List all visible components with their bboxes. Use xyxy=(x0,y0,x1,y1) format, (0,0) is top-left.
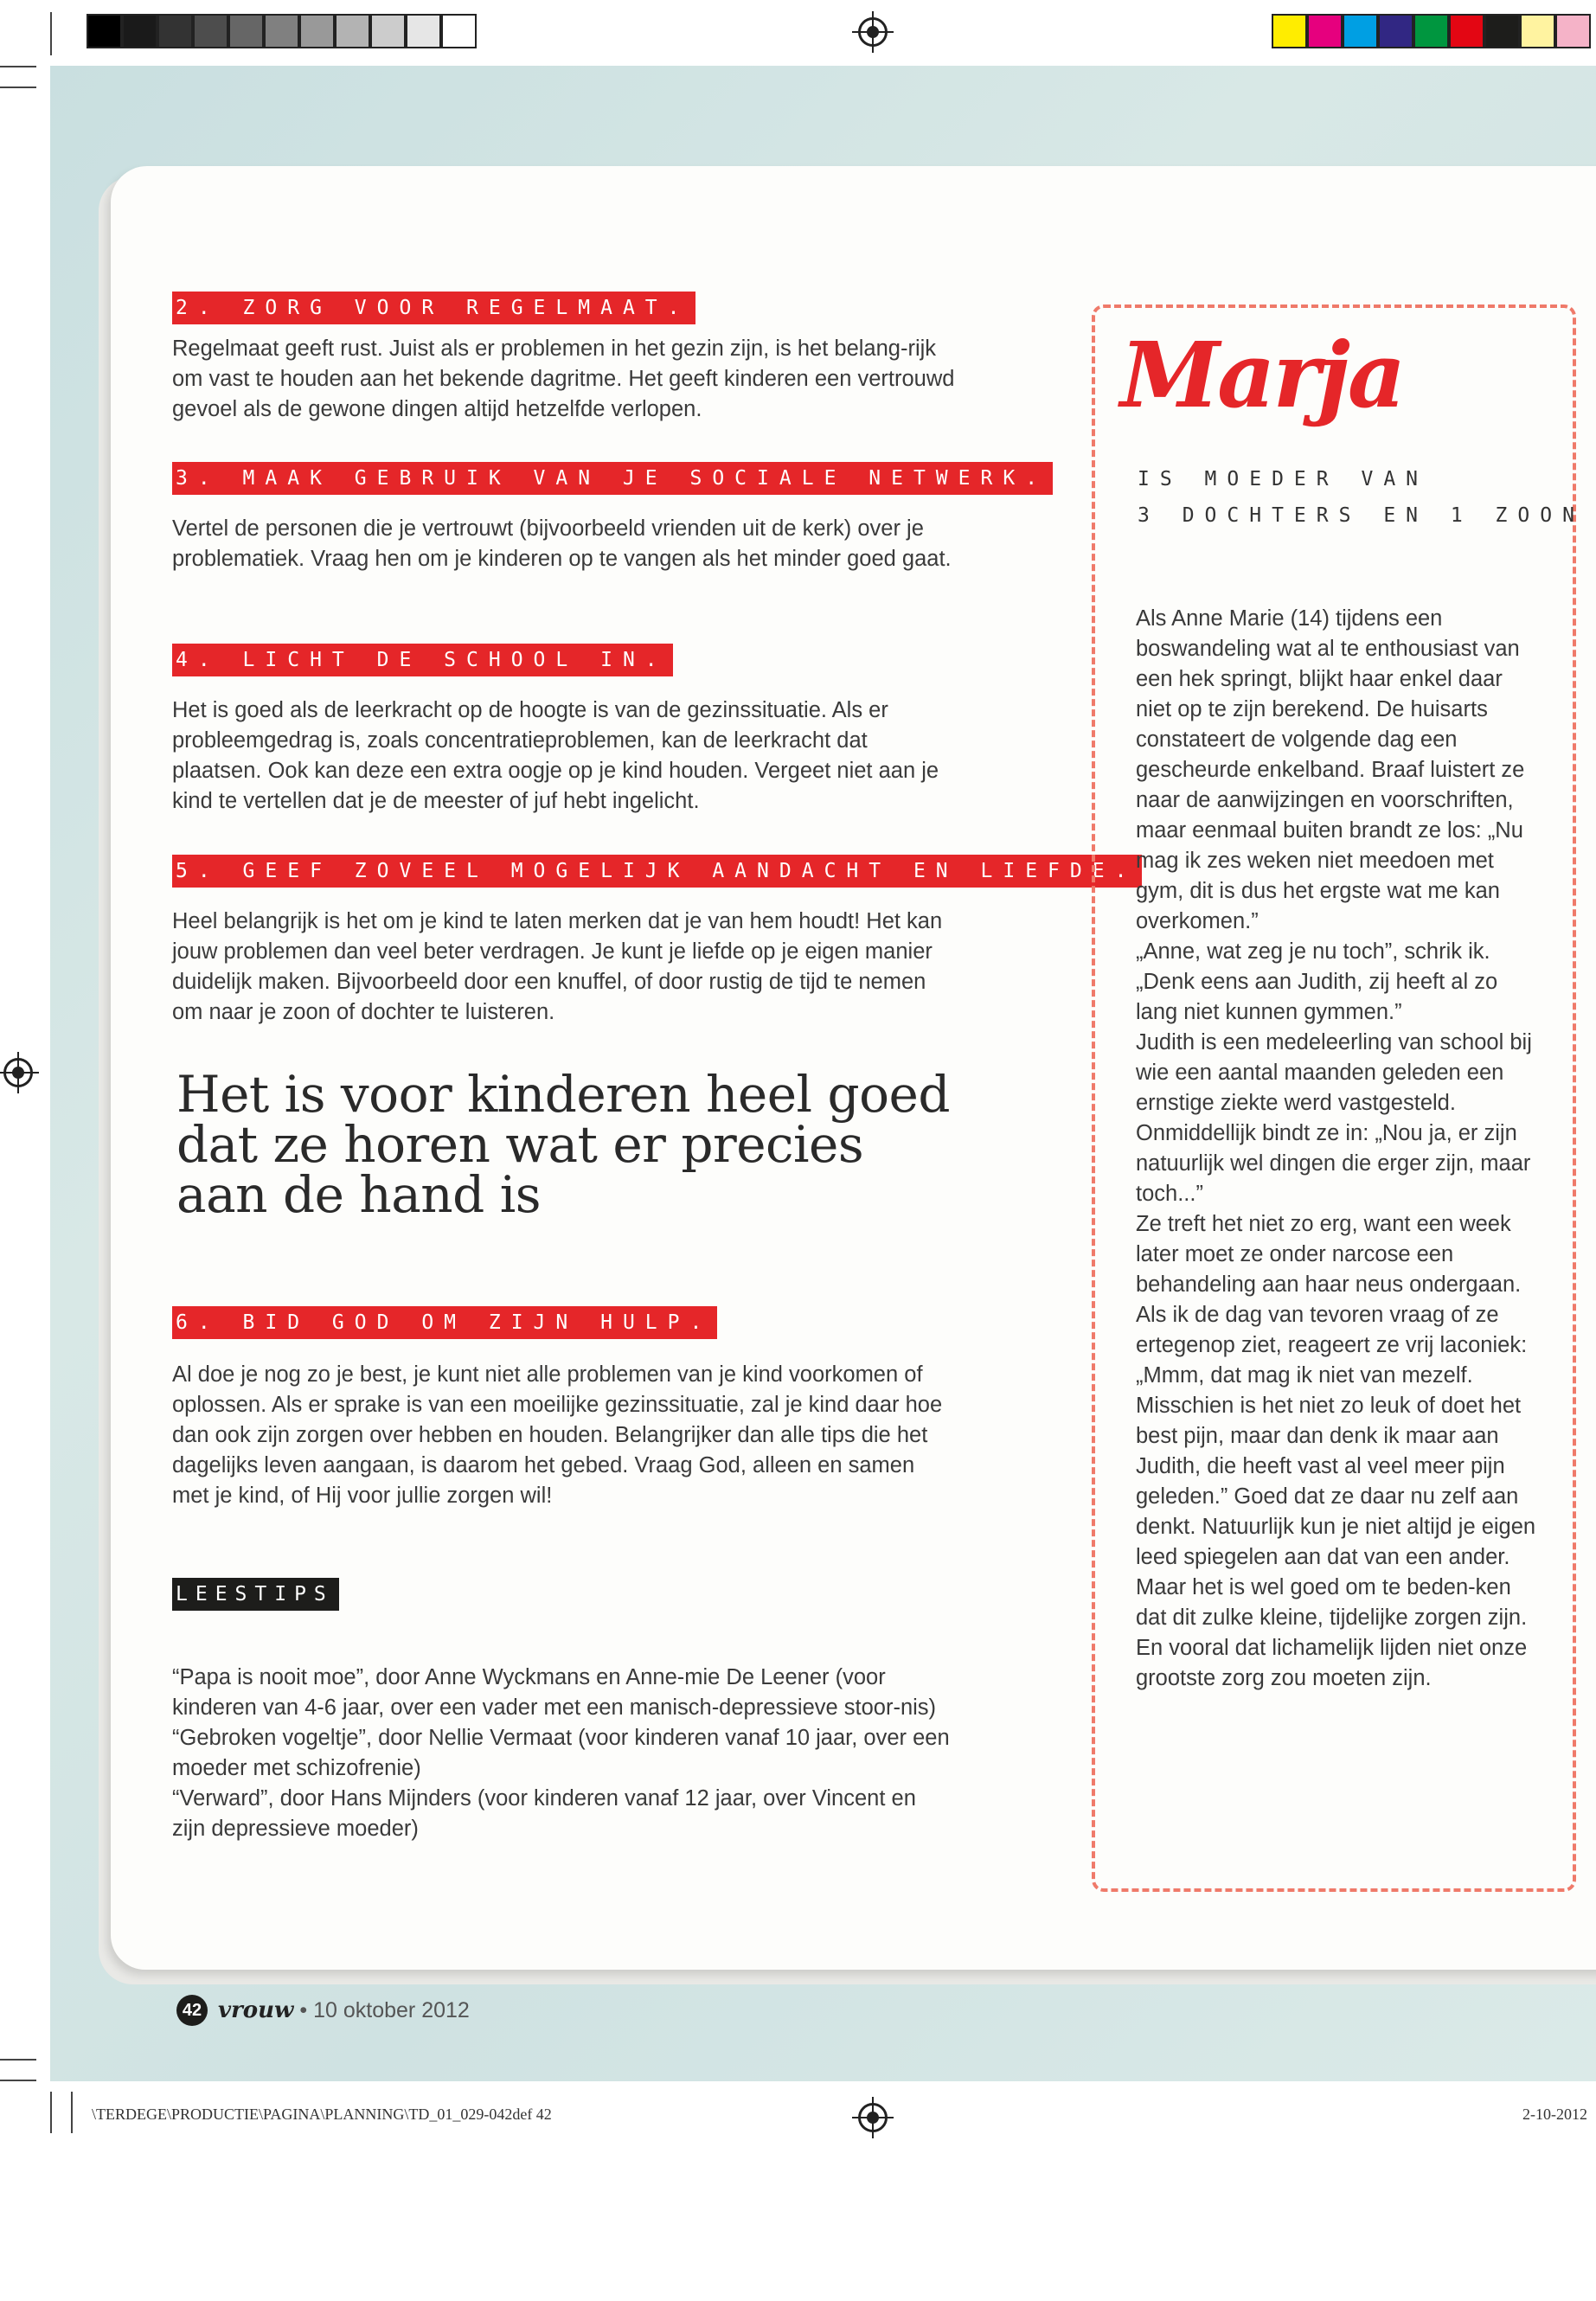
crop-mark xyxy=(0,2059,36,2061)
registration-mark-icon xyxy=(858,2103,888,2132)
color-swatch xyxy=(1307,14,1343,48)
footer-brand: vrouw xyxy=(218,1997,294,2023)
slug-path: \TERDEGE\PRODUCTIE\PAGINA\PLANNING\TD_01_029-042def 42 xyxy=(92,2106,552,2123)
color-swatch xyxy=(1555,14,1591,48)
color-swatch xyxy=(370,14,406,48)
color-swatch xyxy=(441,14,477,48)
color-swatch xyxy=(1449,14,1484,48)
sidebar-paragraph: Judith is een medeleerling van school bij wie een aantal maanden geleden een ernstige ziekte werd vastgesteld. Onmiddellijk bindt ze in: „Nou ja, er zijn natuurlijk wel dingen die erger zijn, maar toch...” xyxy=(1136,1030,1532,1206)
crop-mark xyxy=(0,2080,36,2081)
grayscale-bar xyxy=(87,14,477,52)
slug-date: 2-10-2012 xyxy=(1522,2106,1587,2123)
sidebar-name: Marja xyxy=(1120,322,1404,428)
color-swatch xyxy=(157,14,193,48)
section-heading-4: 4. LICHT DE SCHOOL IN. xyxy=(172,644,673,676)
sidebar-paragraph: „Anne, wat zeg je nu toch”, schrik ik. „Denk eens aan Judith, zij heeft al zo lang niet kunnen gymmen.” xyxy=(1136,939,1498,1024)
color-swatch xyxy=(87,14,122,48)
section-text-3: Vertel de personen die je vertrouwt (bijvoorbeeld vrienden uit de kerk) over je problematiek. Vraag hen om je kinderen op te vangen als het minder goed gaat. xyxy=(172,516,952,571)
leestip-item: “Verward”, door Hans Mijnders (voor kinderen vanaf 12 jaar, over Vincent en zijn depressieve moeder) xyxy=(172,1786,916,1841)
color-swatch xyxy=(228,14,264,48)
color-swatch xyxy=(1272,14,1307,48)
leestips-list xyxy=(172,1663,955,1844)
section-text-6: Al doe je nog zo je best, je kunt niet alle problemen van je kind voorkomen of oplossen. Als er sprake is van een moeilijke gezinssituatie, zal je kind daar hoe dan ook zijn zorgen over hebben en houden. Belangrijker dan alle tips die het dagelijks leven aangaan, is daarom het gebed. Vraag God, alleen en samen met je kind, of Hij voor jullie zorgen wil! xyxy=(172,1362,943,1508)
leestip-item: “Papa is nooit moe”, door Anne Wyckmans en Anne-mie De Leener (voor kinderen van 4-6 jaar, over een vader met een manisch-depressieve stoor-nis) xyxy=(172,1665,937,1720)
crop-mark xyxy=(0,66,36,67)
color-swatch xyxy=(1378,14,1413,48)
color-swatch xyxy=(1520,14,1555,48)
color-swatch xyxy=(122,14,157,48)
color-swatch xyxy=(1413,14,1449,48)
sidebar-subtitle-line1: IS MOEDER VAN xyxy=(1138,468,1429,490)
sidebar-subtitle-line2: 3 DOCHTERS EN 1 ZOON xyxy=(1138,504,1585,527)
registration-mark-icon xyxy=(858,17,888,47)
footer-line xyxy=(218,1995,470,2026)
crop-mark xyxy=(50,2092,52,2133)
registration-mark-icon xyxy=(3,1058,33,1087)
section-text-5: Heel belangrijk is het om je kind te laten merken dat je van hem houdt! Het kan jouw problemen dan veel beter verdragen. Je kunt je liefde op je eigen manier duidelijk maken. Bijvoorbeeld door een knuffel, of door rustig de tijd te nemen om naar je zoon of dochter te luisteren. xyxy=(172,909,943,1024)
color-swatch xyxy=(299,14,335,48)
color-swatch xyxy=(1343,14,1378,48)
color-swatch xyxy=(264,14,299,48)
section-heading-2: 2. ZORG VOOR REGELMAAT. xyxy=(172,292,695,324)
leestip-item: “Gebroken vogeltje”, door Nellie Vermaat (voor kinderen vanaf 10 jaar, over een moeder met schizofrenie) xyxy=(172,1726,950,1780)
color-swatch xyxy=(406,14,441,48)
section-text-4: Het is goed als de leerkracht op de hoogte is van de gezinssituatie. Als er probleemgedrag is, zoals concentratieproblemen, kan de leerkracht dat plaatsen. Ook kan deze een extra oogje op je kind houden. Vergeet niet aan je kind te vertellen dat je de meester of juf hebt ingelicht. xyxy=(172,698,939,813)
sidebar-paragraph: Als Anne Marie (14) tijdens een boswandeling wat al te enthousiast van een hek springt, blijkt haar enkel daar niet op te zijn berekend. De huisarts constateert de volgende dag een gescheurde enkelband. Braaf luistert ze naar de aanwijzingen en voorschriften, maar eenmaal buiten brandt ze los: „Nu mag ik zes weken niet meedoen met gym, dit is dus het ergste wat me kan overkomen.” xyxy=(1136,606,1525,933)
color-bar xyxy=(1272,14,1591,52)
color-swatch xyxy=(193,14,228,48)
crop-mark xyxy=(50,12,52,55)
color-swatch xyxy=(1484,14,1520,48)
crop-mark xyxy=(71,2092,73,2133)
section-heading-5: 5. GEEF ZOVEEL MOGELIJK AANDACHT EN LIEFDE. xyxy=(172,855,1142,888)
sidebar-story xyxy=(1136,604,1542,1694)
page-number: 42 xyxy=(176,1995,208,2026)
section-heading-6: 6. BID GOD OM ZIJN HULP. xyxy=(172,1306,717,1339)
section-text-2: Regelmaat geeft rust. Juist als er problemen in het gezin zijn, is het belang-rijk om vast te houden aan het bekende dagritme. Het geeft kinderen een vertrouwd gevoel als de gewone dingen altijd hetzelfde verlopen. xyxy=(172,336,955,421)
pull-quote: Het is voor kinderen heel goed dat ze horen wat er precies aan de hand is xyxy=(176,1065,950,1224)
crop-mark xyxy=(0,87,36,88)
section-heading-3: 3. MAAK GEBRUIK VAN JE SOCIALE NETWERK. xyxy=(172,462,1053,495)
color-swatch xyxy=(335,14,370,48)
footer-separator: • xyxy=(299,1998,308,2022)
leestips-heading: LEESTIPS xyxy=(172,1578,339,1611)
footer-date: 10 oktober 2012 xyxy=(313,1998,470,2022)
sidebar-paragraph: Ze treft het niet zo erg, want een week later moet ze onder narcose een behandeling aan haar neus ondergaan. Als ik de dag van tevoren vraag of ze ertegenop ziet, reageert ze vrij laconiek: „Mmm, dat mag ik niet van mezelf. Misschien is het niet zo leuk of doet het best pijn, maar dan denk ik maar aan Judith, die heeft vast al veel meer pijn geleden.” Goed dat ze daar nu zelf aan denkt. Natuurlijk kun je niet altijd je eigen leed spiegelen aan dat van een ander. Maar het is wel goed om te beden-ken dat dit zulke kleine, tijdelijke zorgen zijn. En vooral dat lichamelijk lijden niet onze grootste zorg zou moeten zijn. xyxy=(1136,1212,1536,1690)
